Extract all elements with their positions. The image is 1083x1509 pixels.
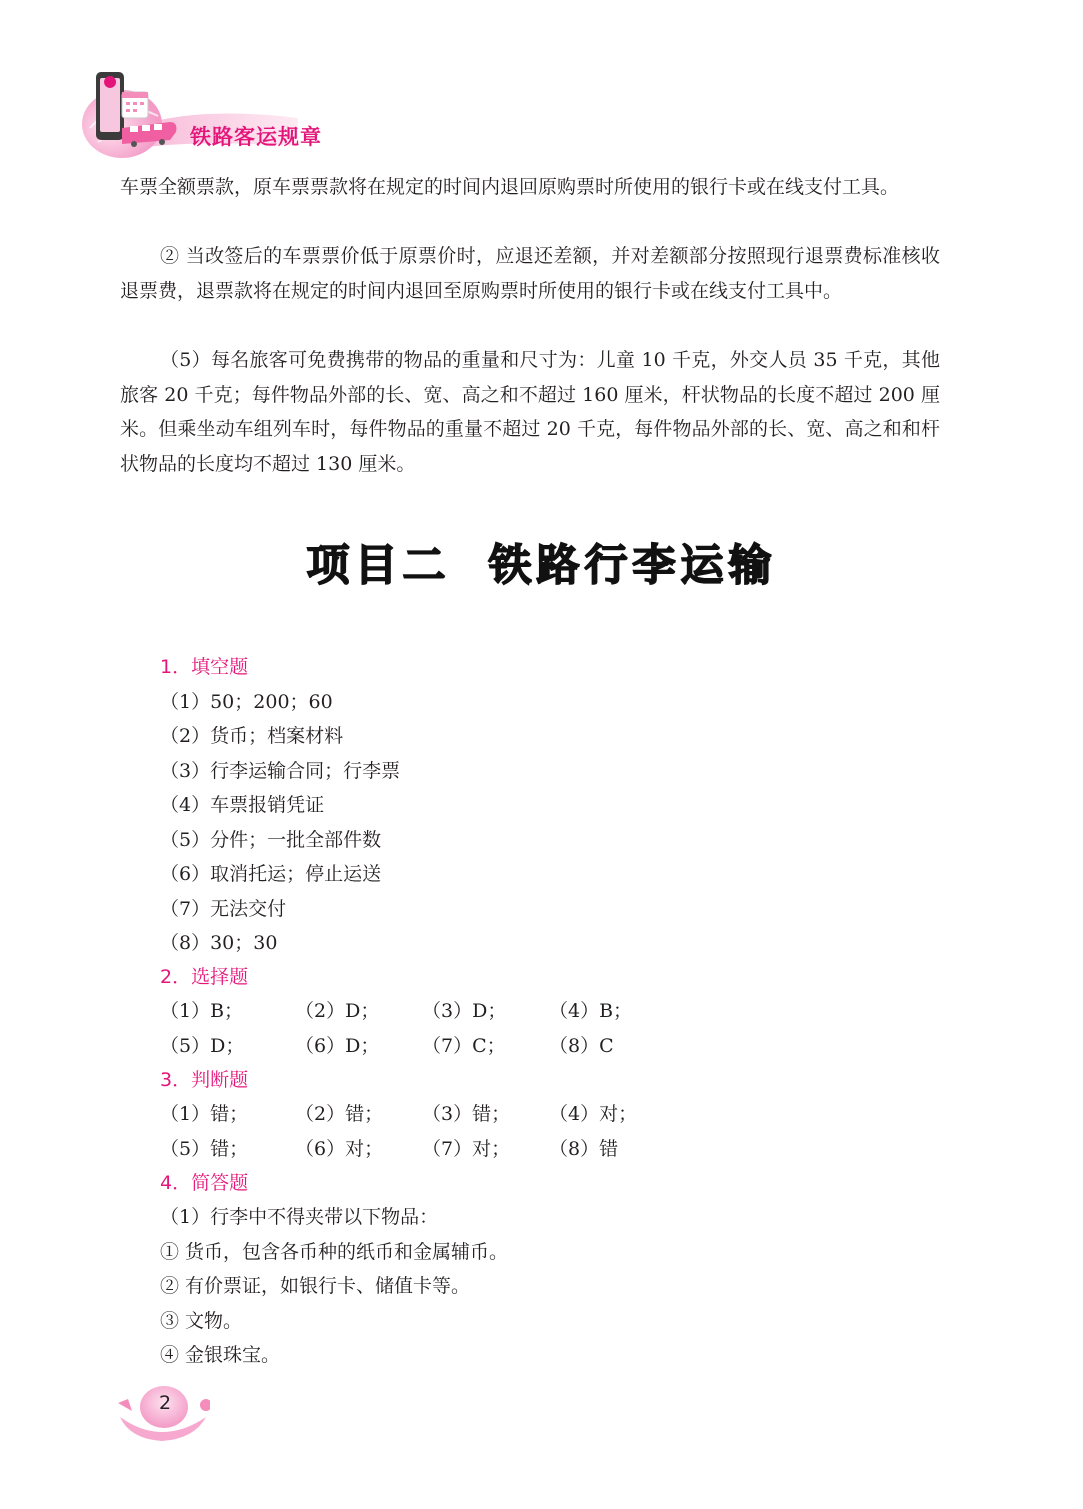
answer-cell: （4）B；	[549, 1000, 633, 1022]
paragraph: ② 当改签后的车票票价低于原票价时，应退还差额，并对差额部分按照现行退票费标准核收退票费，退票款将在规定的时间内退回至原购票时所使用的银行卡或在线支付工具中。	[120, 245, 940, 302]
answer-cell: （3）D；	[422, 1000, 507, 1022]
answer-cell: （8）C	[549, 1035, 614, 1057]
question-heading: 1．填空题	[160, 656, 249, 678]
answer-line: （6）取消托运；停止运送	[160, 863, 382, 885]
answer-cell: （6）D；	[295, 1035, 380, 1057]
answer-line: ④ 金银珠宝。	[160, 1344, 281, 1366]
section-title-part1: 项目二	[306, 541, 451, 591]
answer-line: （3）行李运输合同；行李票	[160, 760, 401, 782]
question-heading: 2．选择题	[160, 966, 249, 988]
answer-cell: （1）错；	[160, 1103, 249, 1125]
answer-cell: （2）D；	[295, 1000, 380, 1022]
question-heading: 4．简答题	[160, 1172, 249, 1194]
section-title	[0, 532, 1083, 593]
answer-cell: （3）错；	[422, 1103, 511, 1125]
answer-line: ② 有价票证，如银行卡、储值卡等。	[160, 1275, 471, 1297]
answer-cell: （5）D；	[160, 1035, 245, 1057]
answer-cell: （7）C；	[422, 1035, 506, 1057]
answer-cell: （7）对；	[422, 1138, 511, 1160]
answer-cell: （4）对；	[549, 1103, 638, 1125]
answer-line: （8）30；30	[160, 932, 278, 954]
section-title-part2: 铁路行李运输	[488, 541, 777, 591]
paragraph: 车票全额票款，原车票票款将在规定的时间内退回原购票时所使用的银行卡或在线支付工具。	[120, 176, 900, 198]
answer-line: （1）50；200；60	[160, 691, 333, 713]
answer-line: （4）车票报销凭证	[160, 794, 325, 816]
answer-line: （7）无法交付	[160, 898, 287, 920]
answer-cell: （1）B；	[160, 1000, 244, 1022]
answer-cell: （8）错	[549, 1138, 619, 1160]
answer-line: （1）行李中不得夹带以下物品：	[160, 1206, 439, 1228]
paragraph: （5）每名旅客可免费携带的物品的重量和尺寸为：儿童 10 千克，外交人员 35 千克，其他旅客 20 千克；每件物品外部的长、宽、高之和不超过 160 厘米，杆状物品的长度不超过 200 厘米。但乘坐动车组列车时，每件物品的重量不超过 20 千克，每件物品外部的长、宽、高之和和杆状物品的长度均不超过 130 厘米。	[120, 349, 940, 475]
answer-cell: （6）对；	[295, 1138, 384, 1160]
answer-line: （2）货币；档案材料	[160, 725, 344, 747]
answer-line: ③ 文物。	[160, 1310, 243, 1332]
answer-line: （5）分件；一批全部件数	[160, 829, 382, 851]
answer-line: ① 货币，包含各币种的纸币和金属辅币。	[160, 1241, 509, 1263]
header-title: 铁路客运规章	[190, 125, 322, 149]
page-number: 2	[158, 1392, 172, 1414]
answer-cell: （5）错；	[160, 1138, 249, 1160]
question-heading: 3．判断题	[160, 1069, 249, 1091]
answer-cell: （2）错；	[295, 1103, 384, 1125]
